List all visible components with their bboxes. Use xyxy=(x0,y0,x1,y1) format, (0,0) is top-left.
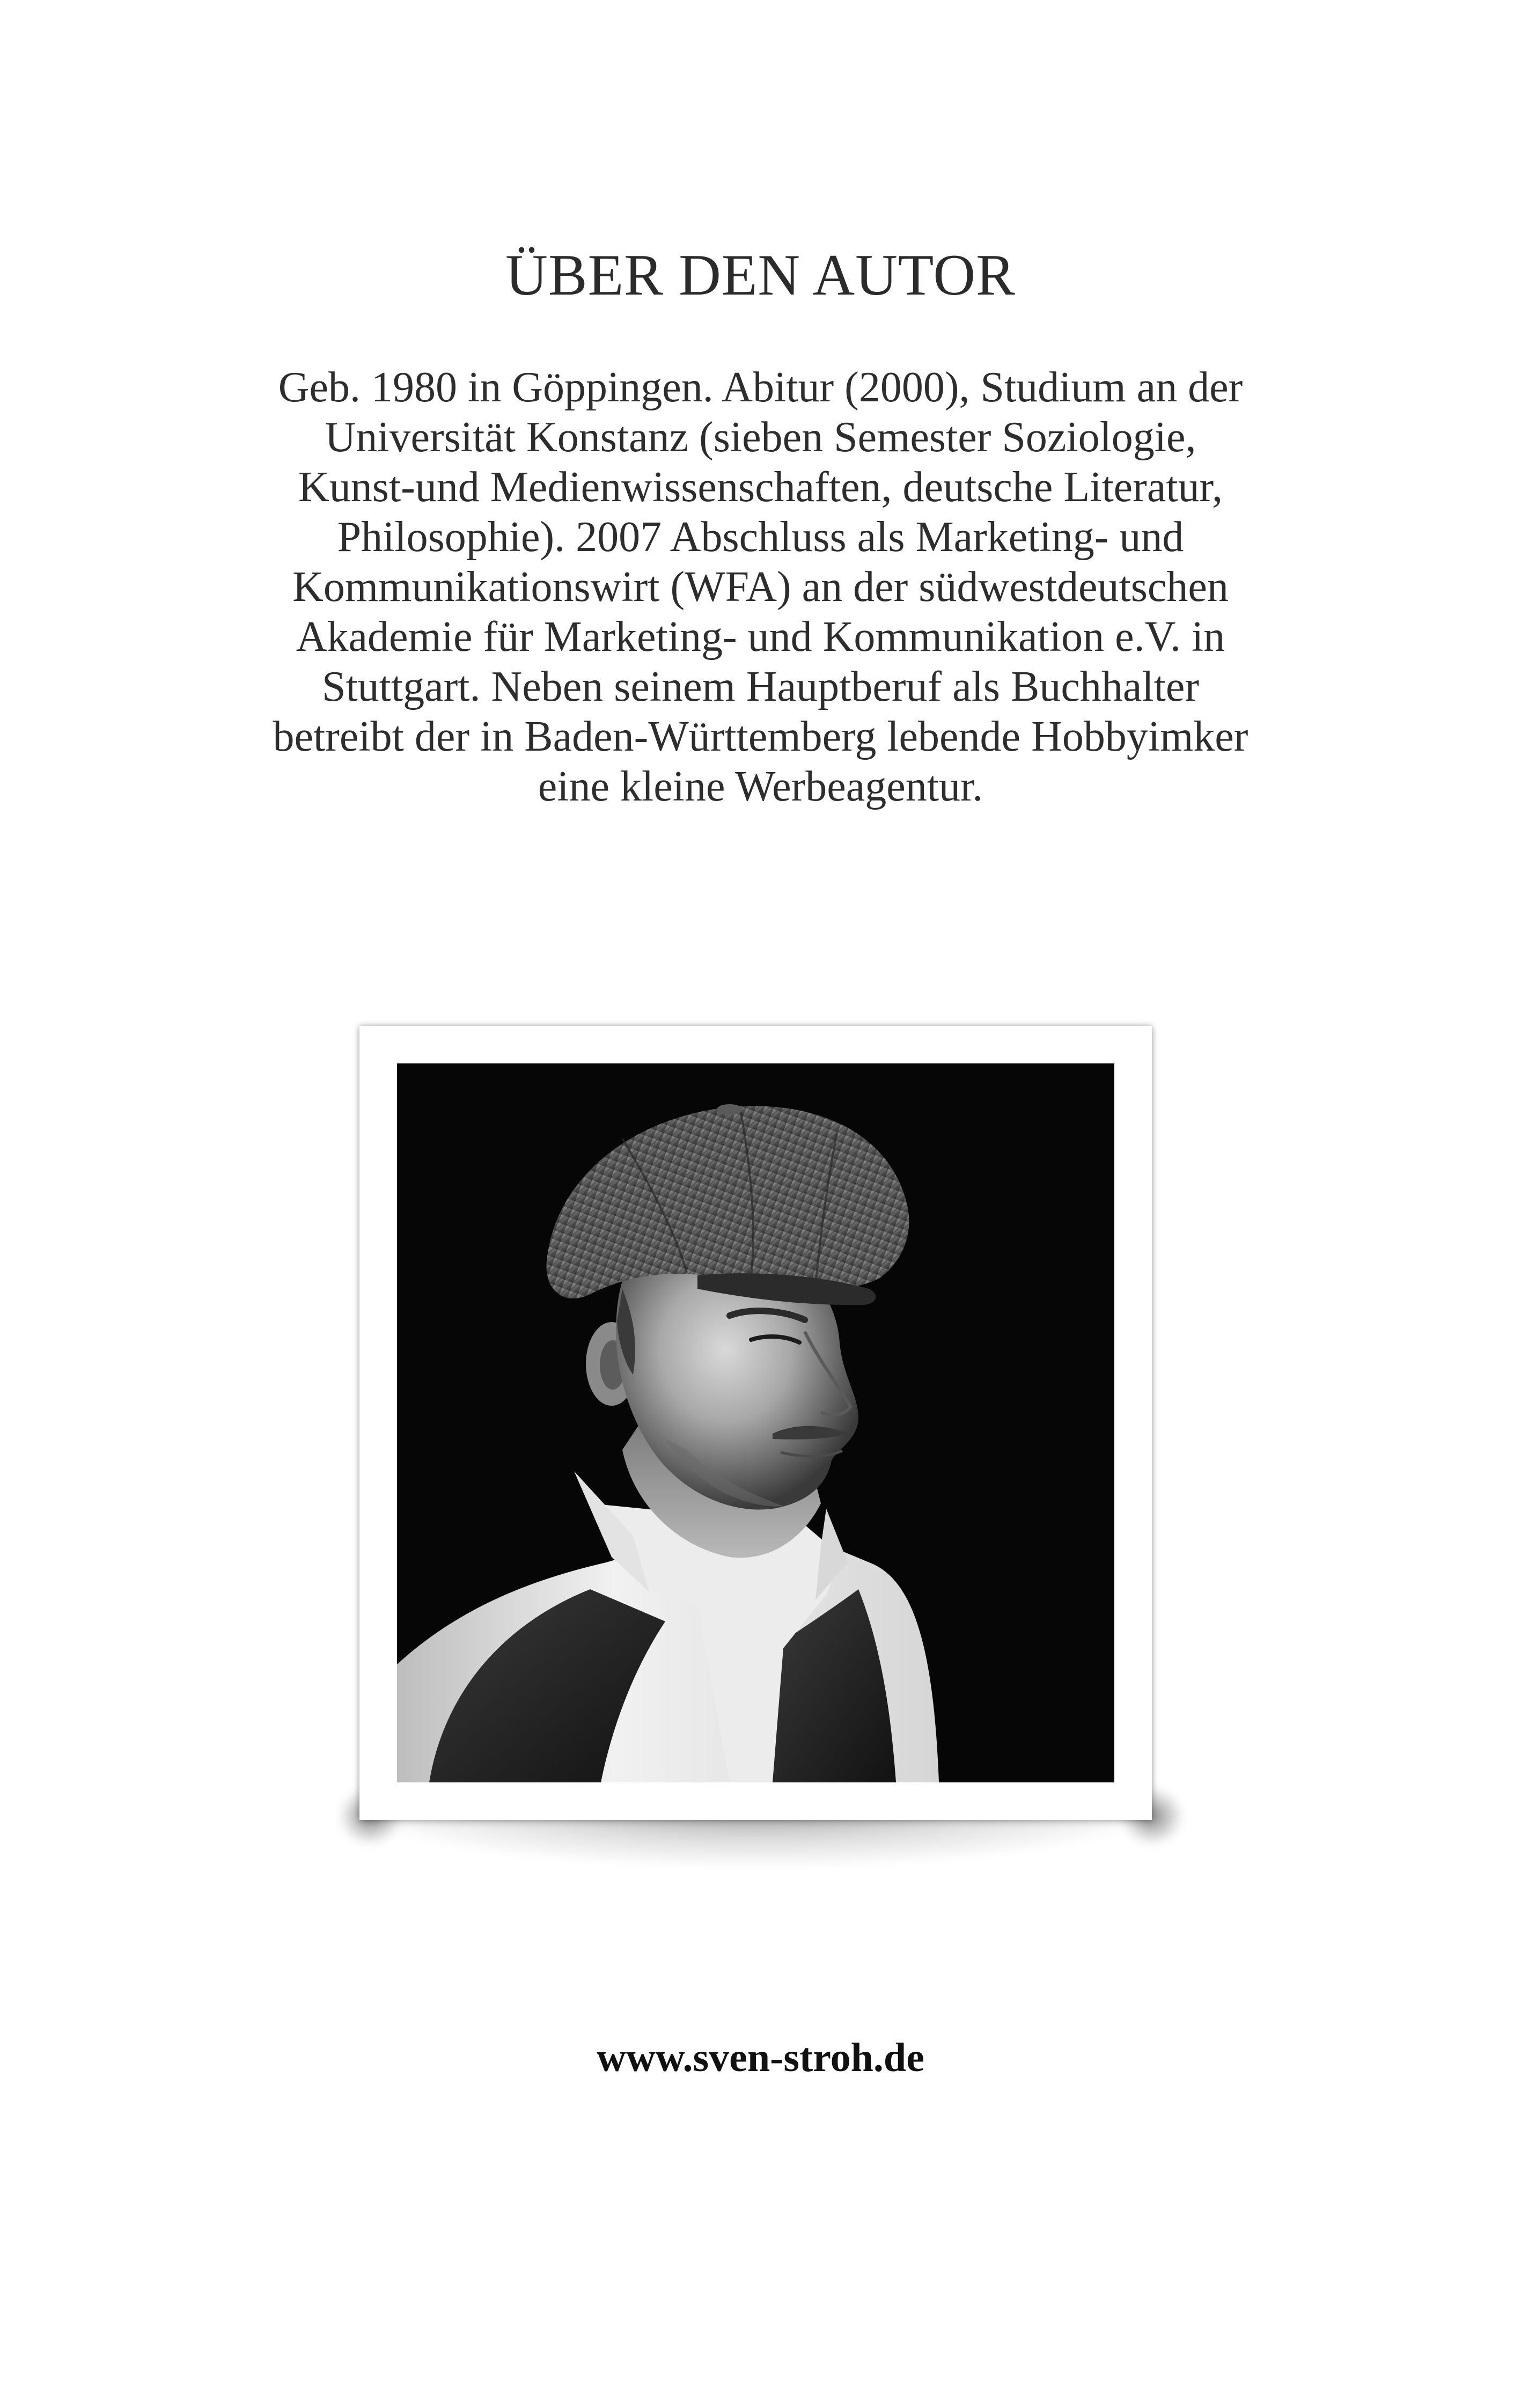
bio-line: eine kleine Werbeagentur. xyxy=(538,763,983,810)
author-bio xyxy=(161,363,1360,812)
bio-line: betreibt der in Baden-Württemberg lebende Hobbyimker xyxy=(273,713,1248,760)
page-heading: ÜBER DEN AUTOR xyxy=(505,243,1016,307)
bio-line: Geb. 1980 in Göppingen. Abitur (2000), Studium an der xyxy=(278,364,1243,411)
author-portrait xyxy=(397,1063,1114,1782)
bio-line: Kunst-und Medienwissenschaften, deutsche Literatur, xyxy=(298,464,1223,511)
portrait-illustration xyxy=(397,1063,1114,1782)
bio-line: Stuttgart. Neben seinem Hauptberuf als Buchhalter xyxy=(321,663,1200,710)
bio-line: Universität Konstanz (sieben Semester Soziologie, xyxy=(325,414,1196,461)
bio-line: Kommunikationswirt (WFA) an der südwestdeutschen xyxy=(292,563,1229,611)
photo-frame xyxy=(359,1026,1152,1820)
bio-line: Akademie für Marketing- und Kommunikation e.V. in xyxy=(296,613,1225,660)
author-website: www.sven-stroh.de xyxy=(597,2035,924,2080)
bio-line: Philosophie). 2007 Abschluss als Marketing- und xyxy=(337,513,1184,561)
